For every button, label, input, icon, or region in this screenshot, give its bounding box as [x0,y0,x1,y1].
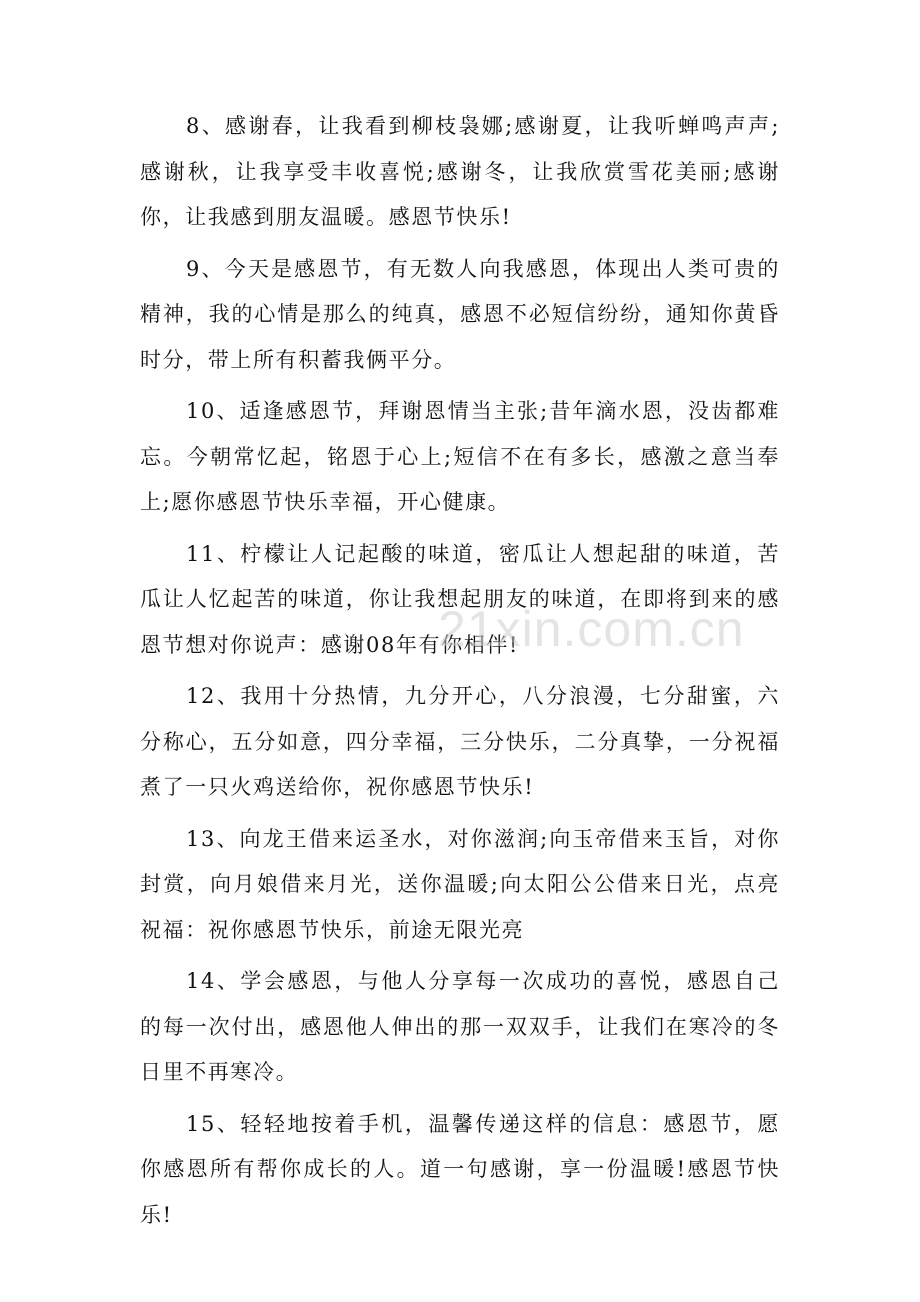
paragraph-11: 11、柠檬让人记起酸的味道，密瓜让人想起甜的味道，苦瓜让人忆起苦的味道，你让我想起朋友的味道，在即将到来的感恩节想对你说声：感谢08年有你相伴! [140,541,780,657]
paragraph-8: 8、感谢春，让我看到柳枝袅娜;感谢夏，让我听蝉鸣声声;感谢秋，让我享受丰收喜悦;感谢冬，让我欣赏雪花美丽;感谢你，让我感到朋友温暖。感恩节快乐! [140,114,780,229]
paragraph-13: 13、向龙王借来运圣水，对你滋润;向玉帝借来玉旨，对你封赏，向月娘借来月光，送你温暖;向太阳公公借来日光，点亮祝福：祝你感恩节快乐，前途无限光亮 [140,826,780,942]
paragraph-10: 10、适逢感恩节，拜谢恩情当主张;昔年滴水恩，没齿都难忘。今朝常忆起，铭恩于心上;短信不在有多长，感激之意当奉上;愿你感恩节快乐幸福，开心健康。 [140,399,780,514]
paragraph-14: 14、学会感恩，与他人分享每一次成功的喜悦，感恩自己的每一次付出，感恩他人伸出的那一双双手，让我们在寒冷的冬日里不再寒冷。 [140,969,780,1084]
watermark: 21xin.com.cn [438,601,745,657]
document-body [140,104,780,1244]
paragraph-15: 15、轻轻地按着手机，温馨传递这样的信息：感恩节，愿你感恩所有帮你成长的人。道一句感谢，享一份温暖!感恩节快乐! [140,1111,780,1227]
paragraph-9: 9、今天是感恩节，有无数人向我感恩，体现出人类可贵的精神，我的心情是那么的纯真，感恩不必短信纷纷，通知你黄昏时分，带上所有积蓄我俩平分。 [140,256,780,372]
paragraph-12: 12、我用十分热情，九分开心，八分浪漫，七分甜蜜，六分称心，五分如意，四分幸福，三分快乐，二分真挚，一分祝福煮了一只火鸡送给你，祝你感恩节快乐! [140,684,780,799]
